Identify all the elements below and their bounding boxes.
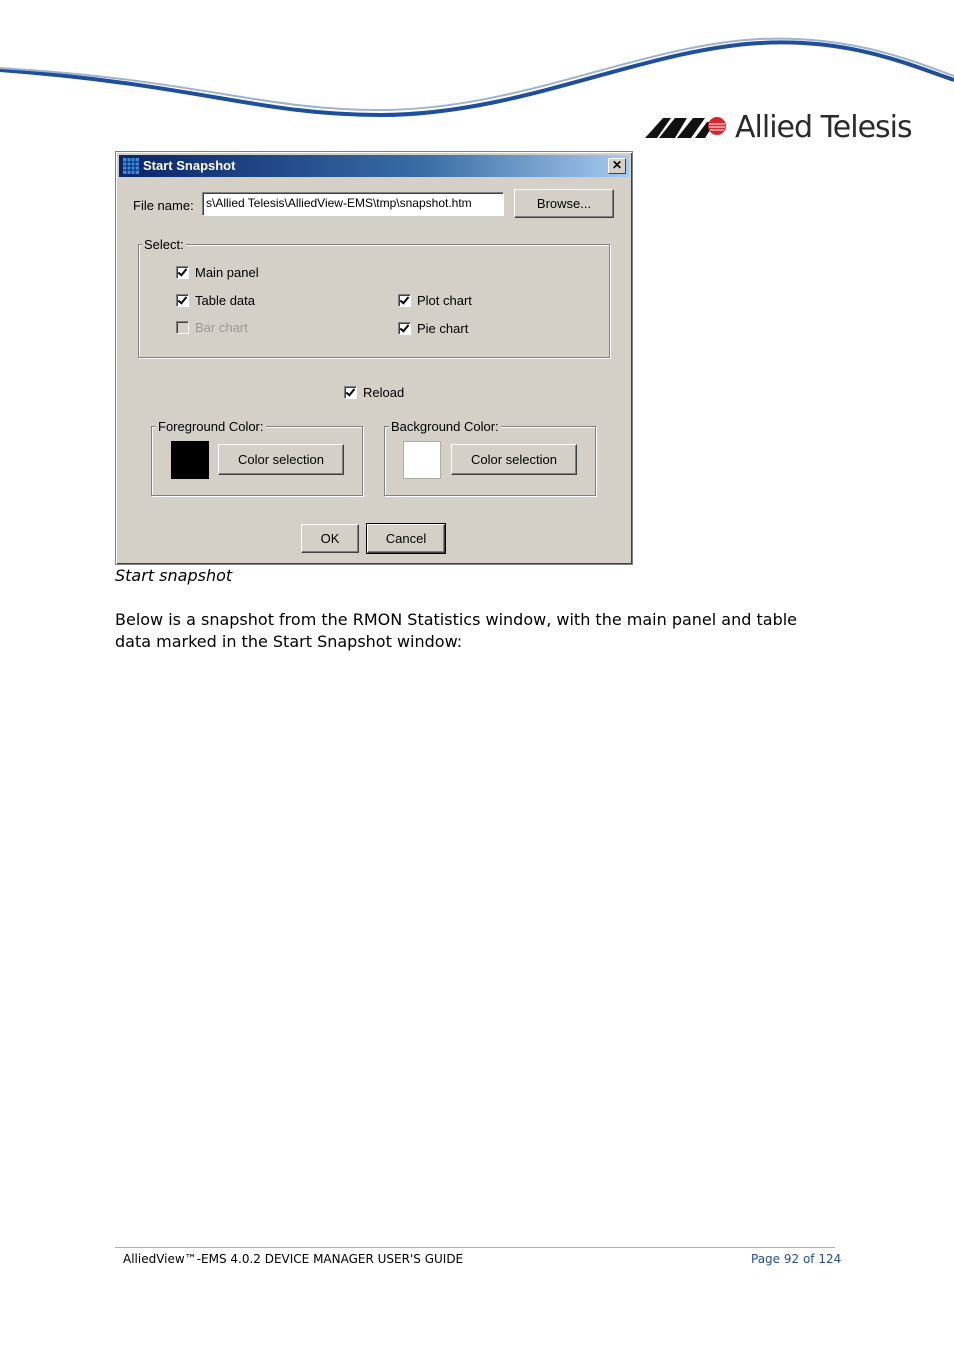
background-color-legend: Background Color: xyxy=(391,419,499,434)
checkbox-icon xyxy=(176,266,189,279)
plot-chart-checkbox[interactable] xyxy=(398,294,472,308)
table-data-label: Table data xyxy=(195,293,255,308)
body-paragraph: Below is a snapshot from the RMON Statistics window, with the main panel and table data marked in the Start Snapshot window: xyxy=(115,610,798,651)
cancel-button[interactable]: Cancel xyxy=(367,524,445,553)
plot-chart-label: Plot chart xyxy=(417,293,472,308)
start-snapshot-dialog xyxy=(115,151,633,565)
page-number: Page 92 of 124 xyxy=(751,1252,842,1266)
foreground-color-swatch xyxy=(171,441,209,479)
ok-button[interactable]: OK xyxy=(301,524,359,553)
background-color-swatch xyxy=(403,441,441,479)
grid-app-icon xyxy=(123,158,139,174)
main-panel-label: Main panel xyxy=(195,265,259,280)
bar-chart-checkbox[interactable] xyxy=(176,321,248,335)
background-color-selection-button[interactable]: Color selection xyxy=(451,444,577,475)
dialog-titlebar[interactable] xyxy=(119,155,629,177)
dialog-title: Start Snapshot xyxy=(143,158,236,173)
checkbox-icon xyxy=(176,321,189,334)
foreground-color-legend: Foreground Color: xyxy=(158,419,264,434)
bar-chart-label: Bar chart xyxy=(195,320,248,335)
close-button[interactable] xyxy=(608,158,626,174)
browse-button[interactable]: Browse... xyxy=(514,189,614,218)
pie-chart-label: Pie chart xyxy=(417,321,469,336)
checkbox-icon xyxy=(344,386,357,399)
footer-title: AlliedView™-EMS 4.0.2 DEVICE MANAGER USER'S GUIDE xyxy=(123,1252,464,1266)
file-name-label: File name: xyxy=(133,198,194,213)
close-icon: ✕ xyxy=(611,158,623,172)
figure-caption: Start snapshot xyxy=(115,566,233,585)
foreground-color-selection-button[interactable]: Color selection xyxy=(218,444,344,475)
footer-divider xyxy=(115,1247,835,1248)
checkbox-icon xyxy=(176,294,189,307)
main-panel-checkbox[interactable] xyxy=(176,266,259,280)
file-name-input[interactable]: s\Allied Telesis\AlliedView-EMS\tmp\snapshot.htm xyxy=(202,192,504,216)
logo-text: Allied Telesis xyxy=(735,110,912,145)
checkbox-icon xyxy=(398,294,411,307)
table-data-checkbox[interactable] xyxy=(176,294,255,308)
checkbox-icon xyxy=(398,322,411,335)
pie-chart-checkbox[interactable] xyxy=(398,322,468,336)
reload-label: Reload xyxy=(363,385,405,400)
reload-checkbox[interactable] xyxy=(344,386,404,400)
select-legend: Select: xyxy=(144,237,184,252)
